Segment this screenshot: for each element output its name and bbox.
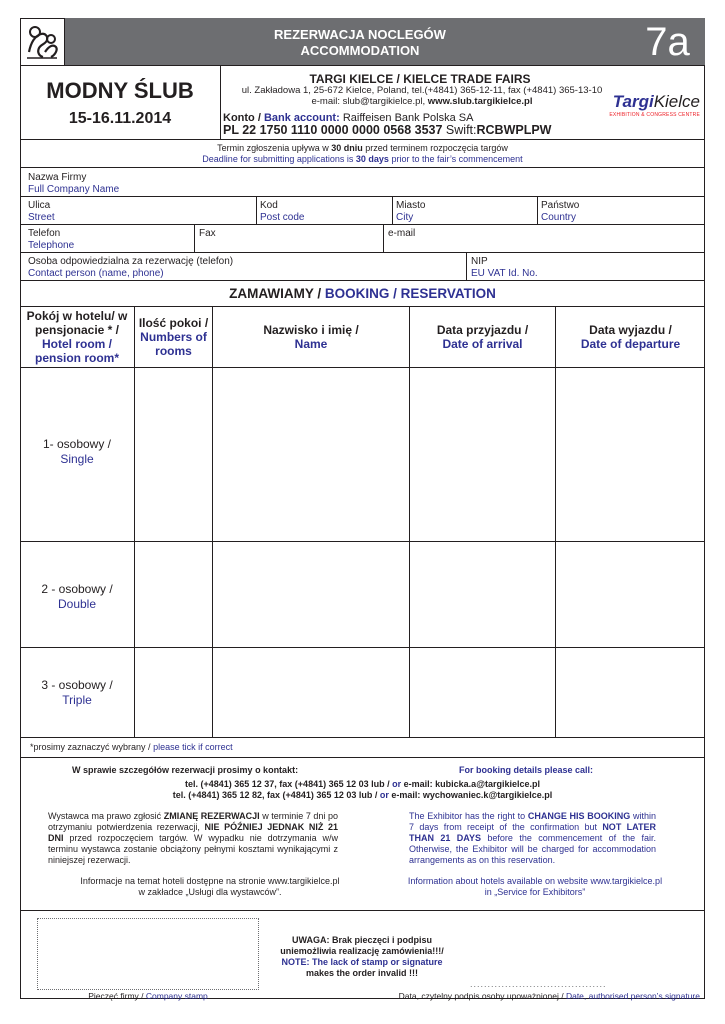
event-dates: 15-16.11.2014: [68, 110, 172, 127]
postcode-label-pl: Kod: [260, 200, 278, 211]
signature-caption: [380, 991, 700, 1002]
warning-pl-2: uniemożliwia realizację zamówienia!!!/: [280, 946, 444, 956]
col-header-arrival: [410, 308, 555, 366]
deadline-pl-days: 30 dniu: [331, 143, 363, 153]
postcode-label-en: Post code: [260, 212, 305, 223]
country-field[interactable]: [541, 200, 579, 224]
notice-pl-text2: w terminie 7 dni po otrzymaniu potwierdzenia rezerwacji,: [48, 811, 338, 832]
contact-line-2-email[interactable]: e-mail: wychowaniec.k@targikielce.pl: [391, 790, 553, 800]
event-name: MODNY ŚLUB: [46, 78, 194, 103]
notice-en-text1: The Exhibitor has the right to: [409, 811, 526, 821]
nip-label-pl: NIP: [471, 256, 488, 267]
organizer-contact: [222, 96, 622, 107]
row-single-en: Single: [60, 452, 94, 466]
divider: [20, 139, 705, 140]
divider: [20, 306, 705, 307]
company-label-pl: Nazwa Firmy: [28, 172, 87, 183]
notice-en-text2: within 7 days from receipt of the confirmation but: [409, 811, 656, 832]
contact-label-en: Contact person (name, phone): [28, 268, 164, 279]
col-room-count-en: Numbers of rooms: [140, 330, 207, 358]
notice-pl-text3: przed rozpoczęciem targów. W wypadku nie dotrzymania w/w terminu wystawca zostanie obciążony pełnymi kosztami wynikającymi z niniejszej rezerwacji.: [48, 833, 338, 865]
company-stamp-box[interactable]: [37, 918, 259, 990]
footnote-pl: prosimy zaznaczyć wybrany /: [33, 742, 151, 752]
col-room-count-pl: Ilość pokoi /: [138, 316, 209, 330]
divider: [20, 167, 705, 168]
city-label-en: City: [396, 212, 414, 223]
swift-label: Swift:: [445, 123, 477, 137]
couple-icon: [23, 22, 61, 62]
bank-name: Raiffeisen Bank Polska SA: [342, 112, 474, 124]
contact-line-1-phone: tel. (+4841) 365 12 37, fax (+4841) 365 12 03 lub /: [184, 779, 390, 789]
col-name-pl: Nazwisko i imię /: [263, 323, 359, 337]
col-room-type-en: Hotel room / pension room*: [34, 337, 119, 365]
signature-line[interactable]: .......................................: [470, 979, 607, 989]
divider: [383, 224, 384, 252]
deadline-en-text2: prior to the fair’s commencement: [391, 154, 523, 164]
contact-person-field[interactable]: [28, 256, 233, 280]
hotel-info-pl-1: Informacje na temat hoteli dostępne na stronie www.targikielce.pl: [80, 876, 340, 886]
row-triple-en: Triple: [62, 693, 92, 707]
divider: [20, 280, 705, 281]
divider: [20, 910, 705, 911]
col-arrival-pl: Data przyjazdu /: [436, 323, 529, 337]
divider: [20, 737, 705, 738]
col-arrival-en: Date of arrival: [442, 337, 523, 351]
organizer-address: ul. Zakładowa 1, 25-672 Kielce, Poland, tel.(+4841) 365-12-11, fax (+4841) 365-13-10: [241, 85, 603, 96]
divider: [194, 224, 195, 252]
hotel-info-en-1: Information about hotels available on website www.targikielce.pl: [407, 876, 663, 886]
divider: [20, 252, 705, 253]
divider: [555, 306, 556, 737]
logo-brand2: Kielce: [653, 92, 700, 111]
row-double-pl: 2 - osobowy /: [41, 582, 113, 596]
stamp-caption-en: Company stamp: [145, 991, 208, 1001]
fax-field[interactable]: [199, 228, 216, 240]
signature-caption-pl: Data, czytelny podpis osoby upoważnionej /: [398, 991, 564, 1001]
table-row-triple[interactable]: [20, 678, 134, 708]
contact-line-2-phone: tel. (+4841) 365 12 82, fax (+4841) 365 12 03 lub /: [172, 790, 378, 800]
notice-pl-bold2: NIE PÓŹNIEJ JEDNAK NIŻ 21 DNI: [48, 822, 339, 843]
footnote-en: please tick if correct: [153, 742, 233, 752]
organizer-website: www.slub.targikielce.pl: [427, 96, 533, 107]
divider: [20, 647, 705, 648]
company-label-en: Full Company Name: [28, 184, 120, 195]
street-label-en: Street: [28, 212, 55, 223]
nip-field[interactable]: [471, 256, 538, 280]
company-name-field[interactable]: [28, 172, 119, 196]
divider: [409, 306, 410, 737]
signature-caption-en: Date, authorised person’s signature: [565, 991, 700, 1001]
stamp-warning: [262, 935, 462, 979]
warning-en-1: NOTE: The lack of stamp or signature: [281, 957, 443, 967]
targi-kielce-logo: [600, 92, 700, 118]
booking-heading-en: BOOKING / RESERVATION: [324, 286, 496, 301]
divider: [537, 196, 538, 224]
divider: [466, 252, 467, 280]
notice-pl-bold1: ZMIANĘ REZERWACJI: [163, 811, 260, 821]
contact-line-1: [20, 779, 705, 790]
city-label-pl: Miasto: [396, 200, 426, 211]
organizer-email: e-mail: slub@targikielce.pl,: [311, 96, 426, 107]
swift-code: RCBWPLPW: [476, 123, 552, 137]
divider: [20, 224, 705, 225]
account-number: PL 22 1750 1110 0000 0000 0568 3537: [223, 123, 443, 137]
phone-label-pl: Telefon: [28, 228, 61, 239]
email-field[interactable]: [388, 228, 415, 240]
nip-label-en: EU VAT Id. No.: [471, 268, 538, 279]
col-name-en: Name: [294, 337, 328, 351]
street-label-pl: Ulica: [28, 200, 51, 211]
col-header-room-type: [20, 308, 134, 366]
booking-heading-pl: ZAMAWIAMY /: [229, 286, 322, 301]
change-notice-pl: [48, 811, 338, 866]
divider: [212, 306, 213, 737]
bank-label-en: Bank account:: [263, 112, 340, 124]
divider: [392, 196, 393, 224]
col-header-departure: [556, 308, 705, 366]
divider: [20, 757, 705, 758]
contact-or: or: [392, 779, 402, 789]
notice-en-bold2: NOT LATER THAN 21 DAYS: [409, 822, 656, 843]
footnote: [30, 742, 233, 753]
deadline-pl-text: Termin zgłoszenia upływa w: [217, 143, 329, 153]
hotel-info-pl: [20, 876, 400, 898]
col-header-name: [213, 308, 409, 366]
stamp-caption: [37, 991, 259, 1002]
col-header-room-count: [135, 308, 212, 366]
contact-line-1-email[interactable]: e-mail: kubicka.a@targikielce.pl: [403, 779, 540, 789]
country-label-pl: Państwo: [541, 200, 580, 211]
phone-field[interactable]: [28, 228, 74, 252]
divider: [20, 196, 705, 197]
bank-label-pl: Konto /: [223, 112, 261, 124]
logo-brand: Targi: [612, 92, 654, 111]
header-band: [65, 18, 705, 66]
row-triple-pl: 3 - osobowy /: [41, 678, 113, 692]
table-row-double[interactable]: [20, 582, 134, 612]
deadline-pl-text2: przed terminem rozpoczęcia targów: [365, 143, 508, 153]
col-departure-pl: Data wyjazdu /: [589, 323, 672, 337]
deadline-pl: [20, 143, 705, 153]
organizer-name: TARGI KIELCE / KIELCE TRADE FAIRS: [309, 72, 531, 86]
divider: [20, 541, 705, 542]
divider: [256, 196, 257, 224]
hotel-info-en-2: in „Service for Exhibitors”: [484, 887, 586, 897]
col-departure-en: Date of departure: [580, 337, 681, 351]
booking-heading: [20, 286, 705, 301]
logo-subtitle: EXHIBITION & CONGRESS CENTRE: [609, 112, 700, 118]
form-title-en: ACCOMMODATION: [300, 43, 420, 58]
deadline-en: [20, 154, 705, 164]
contact-or: or: [379, 790, 389, 800]
street-field[interactable]: [28, 200, 55, 224]
divider: [20, 367, 705, 368]
deadline-en-text: Deadline for submitting applications is: [202, 154, 354, 164]
notice-en-bold1: CHANGE HIS BOOKING: [527, 811, 631, 821]
notice-pl-text1: Wystawca ma prawo zgłosić: [48, 811, 162, 821]
divider: [134, 306, 135, 737]
hotel-info-pl-2: w zakładce „Usługi dla wystawców”.: [138, 887, 282, 897]
col-room-type-pl: Pokój w hotelu/ w pensjonacie * /: [26, 309, 128, 337]
event-logo: [20, 18, 65, 66]
form-number: 7a: [645, 20, 690, 64]
warning-en-2: makes the order invalid !!!: [305, 968, 419, 978]
fax-label: Fax: [199, 228, 216, 239]
footnote-star: *: [30, 742, 34, 752]
account-line: [223, 123, 551, 137]
contact-label-pl: Osoba odpowiedzialna za rezerwację (telefon): [28, 256, 234, 267]
table-row-single[interactable]: [20, 437, 134, 467]
email-label: e-mail: [388, 228, 416, 239]
hotel-info-en: [385, 876, 685, 898]
postcode-field[interactable]: [260, 200, 304, 224]
row-single-pl: 1- osobowy /: [42, 437, 112, 451]
contact-heading-pl: W sprawie szczegółów rezerwacji prosimy o kontakt:: [72, 765, 299, 775]
contact-heading-en: For booking details please call:: [459, 765, 594, 775]
stamp-caption-pl: Pieczęć firmy /: [88, 991, 144, 1001]
country-label-en: Country: [541, 212, 577, 223]
phone-label-en: Telephone: [28, 240, 75, 251]
change-notice-en: [409, 811, 656, 866]
warning-pl-1: UWAGA: Brak pieczęci i podpisu: [291, 935, 433, 945]
contact-line-2: [20, 790, 705, 801]
form-title-pl: REZERWACJA NOCLEGÓW: [274, 27, 446, 42]
city-field[interactable]: [396, 200, 425, 224]
row-double-en: Double: [57, 597, 97, 611]
deadline-en-days: 30 days: [355, 154, 389, 164]
notice-en-text3: before the commencement of the fair. Otherwise, the Exhibitor will be charged for accommodation arrangements as on this reservation.: [409, 833, 656, 865]
